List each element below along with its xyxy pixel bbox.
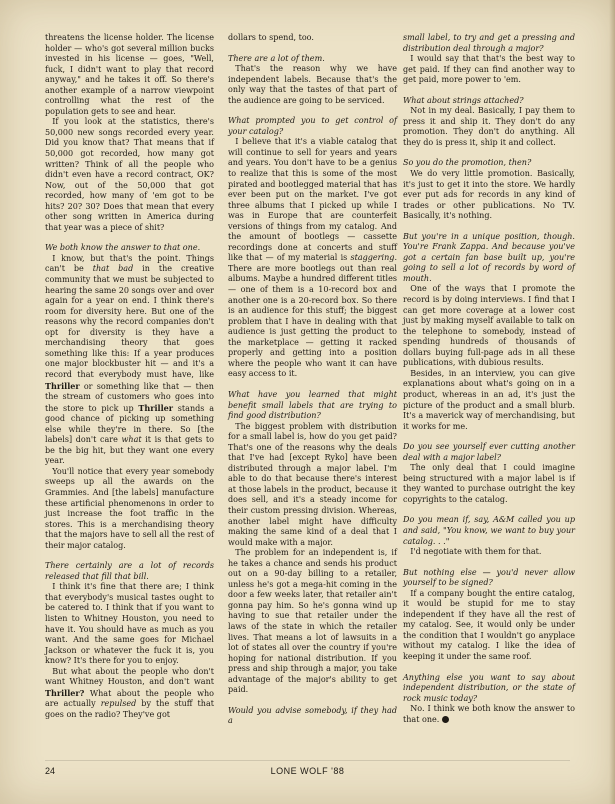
page-number: 24 bbox=[45, 766, 56, 776]
footer-rule bbox=[45, 760, 570, 761]
answer-paragraph: threatens the license holder. The license holder — who's got several million bucks invested in his license — goes, "Well, fuck, I didn't want to play that record anyway," and he takes it off. So there's another example of a narrow viewpoint controlling what the rest of the population gets to see and hear. bbox=[45, 33, 214, 116]
interview-question: There are a lot of them. bbox=[228, 53, 325, 63]
interview-question: What have you learned that might benefit small labels that are trying to find good distribution? bbox=[228, 389, 397, 421]
interview-question: Do you mean if, say, A&M called you up and said, "You know, we want to buy your catalog. . ." bbox=[403, 515, 575, 546]
interview-question: We both know the answer to that one. bbox=[45, 243, 201, 253]
answer-paragraph: If a company bought the entire catalog, it would be stupid for me to stay independent if they have all the rest of my catalog. See, it would only be under the condition that I wouldn't go anyplace without my catalog. I like the idea of keeping it under the same roof. bbox=[403, 588, 575, 661]
interview-question: There certainly are a lot of records released that fill that bill. bbox=[45, 561, 214, 581]
answer-paragraph: The problem for an independent is, if he takes a chance and sends his product out on a 90-day billing to a retailer, unless he's got a mega-hit coming in the door a few weeks later, that retailer ain't gonna pay him. So he's gonna wind up having to sue that retailer under the laws of the state in which the retailer lives. That means a lot of lawsuits in a lot of states all over the country if you're hoping for national distribution. If you press and ship through a major, you take advantage of the major's ability to get paid. bbox=[228, 548, 397, 695]
text-column-3 bbox=[403, 33, 575, 725]
answer-paragraph: We do very little promotion. Basically, it's just to get it into the store. We hardly ever put ads for records in any kind of trades or other publications. No TV. Basically, it's nothing. bbox=[403, 169, 575, 221]
interview-question: But nothing else — you'd never allow yourself to be signed? bbox=[403, 567, 575, 588]
interview-question: So you do the promotion, then? bbox=[403, 158, 532, 168]
interview-question: Anything else you want to say about independent distribution, or the state of rock music today? bbox=[403, 672, 575, 703]
answer-paragraph: That's the reason why we have independent labels. Because that's the only way that the tastes of that part of the audience are going to be serviced. bbox=[228, 64, 397, 105]
page-footer bbox=[45, 766, 570, 780]
answer-paragraph: The only deal that I could imagine being structured with a major label is if they wanted to purchase outright the key copyrights to the catalog. bbox=[403, 463, 575, 504]
interview-question: small label, to try and get a pressing and distribution deal through a major? bbox=[403, 33, 575, 53]
interview-question: What about strings attached? bbox=[403, 95, 524, 105]
answer-paragraph: The biggest problem with distribution for a small label is, how do you get paid? That's one of the reasons why the deals that I've had [except Ryko] have been distributed through a major label. I'm able to do that because there's interest at those labels in the product, because it does sell, and it's a steady income for their custom pressing division. Whereas, another label might have difficulty making the same kind of a deal that I would make with a major. bbox=[228, 421, 397, 547]
text-column-1 bbox=[45, 33, 214, 720]
page-edge-shadow bbox=[609, 0, 615, 804]
answer-paragraph: dollars to spend, too. bbox=[228, 33, 314, 42]
answer-paragraph: Besides, in an interview, you can give explanations about what's going on in a product, whereas in an ad, it's just the picture of the product and a small blurb. It's a maverick way of merchandising, but it works for me. bbox=[403, 368, 575, 431]
answer-paragraph: You'll notice that every year somebody sweeps up all the awards on the Grammies. And [the labels] manufacture these artificial phenomenons in order to just increase the foot traffic in the stores. This is a merchandising theory that the majors have to sell all the rest of their major catalog. bbox=[45, 466, 214, 550]
running-footer: LONE WOLF '88 bbox=[270, 766, 345, 776]
answer-paragraph: I'd negotiate with them for that. bbox=[410, 547, 542, 557]
text-column-2 bbox=[228, 33, 397, 727]
interview-question: Would you advise somebody, if they had a bbox=[228, 705, 397, 726]
answer-paragraph: No. I think we both know the answer to that one. bbox=[403, 704, 575, 724]
answer-paragraph: One of the ways that I promote the record is by doing interviews. I find that I can get more coverage at a lower cost just by making myself available to talk on the telephone to somebody, instead of spending hundreds of thousands of dollars buying full-page ads in all these publications, with dubious results. bbox=[403, 284, 575, 368]
answer-paragraph: I would say that that's the best way to get paid. If they can find another way to get paid, more power to 'em. bbox=[403, 54, 575, 85]
interview-question: What prompted you to get control of your catalog? bbox=[228, 116, 397, 136]
answer-paragraph: If you look at the statistics, there's 50,000 new songs recorded every year. Did you know that? That means that if 50,000 got recorded, how many got written? Think of all the people who didn't even have a record contract, OK? Now, out of the 50,000 that got recorded, how many of 'em got to be hits? 20? 30? Does that mean that every other song written in America during that year was a piece of shit? bbox=[45, 117, 214, 232]
answer-paragraph: But what about the people who don't want Whitney Houston, and don't want Thriller? What about the people who are actually repulsed by the stuff that goes on the radio? They've got bbox=[45, 666, 214, 719]
answer-paragraph: I think it's fine that there are; I think that everybody's musical tastes ought to be catered to. I think that if you want to listen to Whitney Houston, you need to have it. You should have as much as you want. And the same goes for Michael Jackson or whatever the fuck it is, you know? It's there for you to enjoy. bbox=[45, 582, 214, 666]
answer-paragraph: Not in my deal. Basically, I pay them to press it and ship it. They don't do any promotion. They don't do anything. All they do is press it, ship it and collect. bbox=[403, 106, 575, 147]
answer-paragraph: I know, but that's the point. Things can't be that bad in the creative community that we must be subjected to hearing the same 20 songs over and over again for a year on end. I think there's room for diversity here. But one of the reasons why the record companies don't opt for diversity is they have a merchandising theory that goes something like this: If a year produces one major blockbuster hit — and it's a record that everybody must have, like Thriller or something like that — then the stream of customers who goes into the store to pick up Thriller stands a good chance of picking up something else while they're in there. So [the labels] don't care what it is that gets to be the big hit, but they want one every year. bbox=[45, 253, 215, 466]
end-of-article-bullet-icon bbox=[442, 716, 449, 723]
interview-question: But you're in a unique position, though. You're Frank Zappa. And because you've got a certain fan base built up, you're going to sell a lot of records by word of mouth. bbox=[403, 231, 575, 283]
answer-paragraph: I believe that it's a viable catalog that will continue to sell for years and years and years. You don't have to be a genius to realize that this is some of the most pirated and bootlegged material that has ever been put on the market. I've got three albums that I picked up while I was in Europe that are counterfeit versions of things from my catalog. And the amount of bootlegs — cassette recordings done at concerts and stuff like that — of my material is staggering. There are more bootlegs out than real albums. Maybe a hundred different titles — one of them is a 10-record box and another one is a 20-record box. So there is an audience for this stuff; the biggest problem that I have in dealing with that audience is just getting the product to the marketplace — getting it racked properly and getting into a position where the people who want it can have easy access to it. bbox=[228, 137, 397, 379]
interview-question: Do you see yourself ever cutting another deal with a major label? bbox=[403, 442, 575, 462]
